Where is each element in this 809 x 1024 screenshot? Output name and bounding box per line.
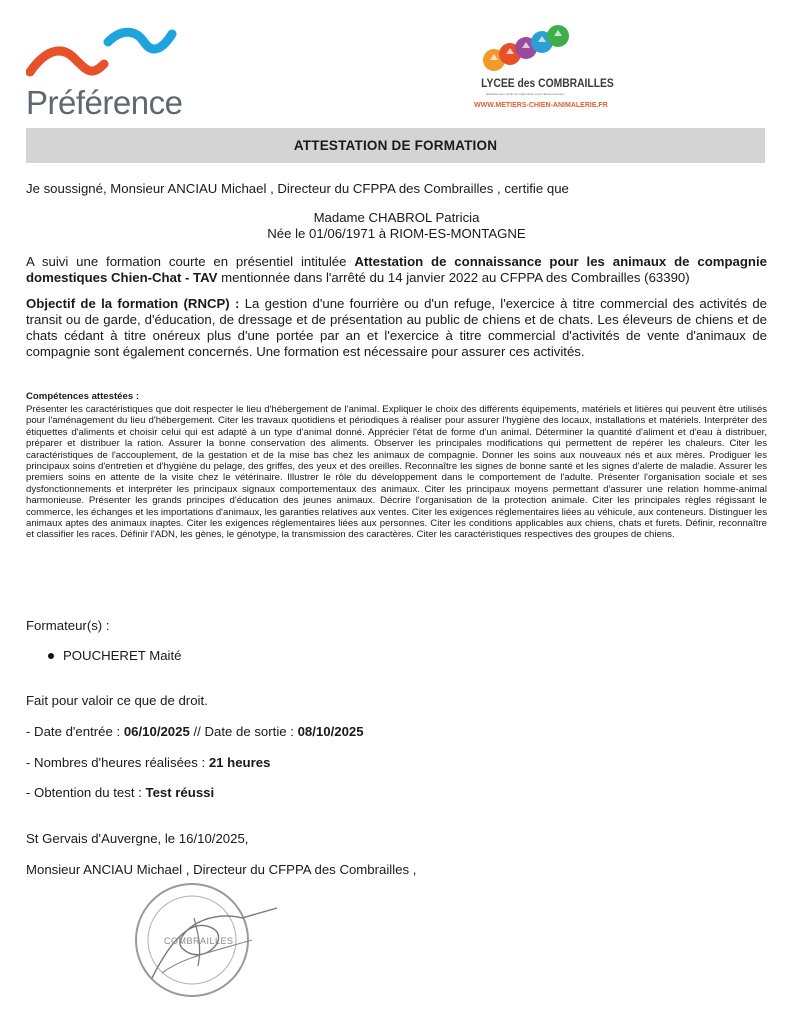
intro-statement: Je soussigné, Monsieur ANCIAU Michael , Directeur du CFPPA des Combrailles , certifie que — [26, 181, 569, 196]
date-entree-label: - Date d'entrée : — [26, 724, 124, 739]
lycee-url: WWW.METIERS-CHIEN-ANIMALERIE.FR — [474, 102, 608, 109]
trainee-birth: Née le 01/06/1971 à RIOM-ES-MONTAGNE — [267, 226, 526, 241]
competences-text: Présenter les caractéristiques que doit respecter le lieu d'hébergement de l'animal. Expliquer le choix des différents équipements, matériels et litières qui peuvent être utilisés pour l'aménagement du lieu d'hébergement. Citer les travaux quotidiens et périodiques à réaliser pour assurer l'hygiène des locaux, installations et matériels. Interpréter des étiquettes d'aliments et choisir celui qui est adapté à un type d'animal donné. Apprécier l'état de forme d'un animal. Déterminer la quantité d'aliment et d'eau à distribuer, préparer et distribuer la ration. Assurer la bonne conservation des aliments. Observer les principales modifications qui permettent de repérer les chaleurs. Citer les caractéristiques de l'accouplement, de la gestation et de la mise bas chez les animaux de compagnie. Donner les soins aux nouveaux nés et aux mères. Prodiguer les principaux soins d'entretien et d'hygiène du pelage, des griffes, des yeux et des oreilles. Reconnaître les signes de bonne santé et les signes d'alerte de maladie. Assurer les premiers soins en attente de la visite chez le vétérinaire. Illustrer le rôle du développement dans le comportement de l'adulte. Présenter l'organisation sociale et ses dysfonctionnements et interpréter les principaux signaux comportementaux des animaux. Citer les principaux moyens permettant d'assurer une relation homme-animal harmonieuse. Présenter les grands principes d'éducation des jeunes animaux. Décrire l'organisation de la protection animale. Citer les principales règles régissant le commerce, les échanges et les importations d'animaux, les garanties relatives aux ventes. Citer les exigences réglementaires liées au véhicule, aux conteneurs. Distinguer les animaux aptes des animaux inaptes. Citer les exigences réglementaires liées aux personnes. Citer les conditions applicables aux chiens, chats et furets. Définir, reconnaître et classifier les races. Définir l'ADN, les gènes, le génotype, la transmission des caractères. Citer les caractéristiques respectives des groupes de chiens. — [26, 404, 767, 541]
trainer-list-item — [48, 648, 181, 663]
preference-logo-waves — [26, 24, 186, 86]
document-title: ATTESTATION DE FORMATION — [26, 128, 765, 163]
lycee-name: LYCEE des COMBRAILLES — [481, 76, 614, 90]
dates-line — [26, 724, 767, 740]
competences-label: Compétences attestées : — [26, 391, 140, 402]
objectif-paragraph — [26, 296, 767, 360]
formateurs-label: Formateur(s) : — [26, 618, 110, 633]
test-value: Test réussi — [145, 785, 215, 800]
signatory: Monsieur ANCIAU Michael , Directeur du CFPPA des Combrailles , — [26, 862, 417, 877]
trainer-name: POUCHERET Maité — [63, 648, 182, 663]
lycee-subtitle: Établissement public de l'Agriculture et de l'Environnement — [486, 92, 564, 96]
heures-value: 21 heures — [208, 755, 271, 770]
formation-statement — [26, 254, 767, 286]
formation-title: Attestation de connaissance pour les animaux de compagnie domestiques Chien-Chat - TAV — [26, 254, 767, 285]
date-entree-value: 06/10/2025 — [123, 724, 190, 739]
preference-wordmark: Préférence — [26, 84, 183, 121]
formation-suffix: mentionnée dans l'arrêté du 14 janvier 2022 au CFPPA des Combrailles (63390) — [217, 270, 690, 285]
stamp-text: COMBRAILLES — [164, 936, 234, 946]
date-sortie-value: 08/10/2025 — [297, 724, 364, 739]
lycee-logo-circles — [482, 24, 570, 76]
trainee-block — [26, 210, 767, 242]
heures-label: - Nombres d'heures réalisées : — [26, 755, 209, 770]
bullet-icon — [48, 653, 54, 659]
formation-prefix: A suivi une formation courte en présentiel intitulée — [26, 254, 355, 269]
official-stamp — [112, 878, 282, 1003]
date-sortie-label: // Date de sortie : — [189, 724, 298, 739]
objectif-label: Objectif de la formation (RNCP) : — [26, 296, 240, 311]
test-line — [26, 785, 767, 801]
test-label: - Obtention du test : — [26, 785, 146, 800]
objectif-text: La gestion d'une fourrière ou d'un refuge, l'exercice à titre commercial des activités de transit ou de garde, d'éducation, de dressage et de présentation au public de chiens et de chats. Les éleveurs de chiens et de chats cédant à titre onéreux plus d'une portée par an et l'exercice à titre commercial d'activités de vente d'animaux de compagnie sont également concernés. Une formation est nécessaire pour assurer ces activités. — [26, 296, 767, 359]
place-date: St Gervais d'Auvergne, le 16/10/2025, — [26, 831, 249, 846]
lycee-combrailles-logo — [474, 24, 614, 120]
fait-statement: Fait pour valoir ce que de droit. — [26, 693, 208, 708]
preference-logo — [26, 24, 186, 119]
trainee-name: Madame CHABROL Patricia — [313, 210, 480, 225]
heures-line — [26, 755, 767, 771]
